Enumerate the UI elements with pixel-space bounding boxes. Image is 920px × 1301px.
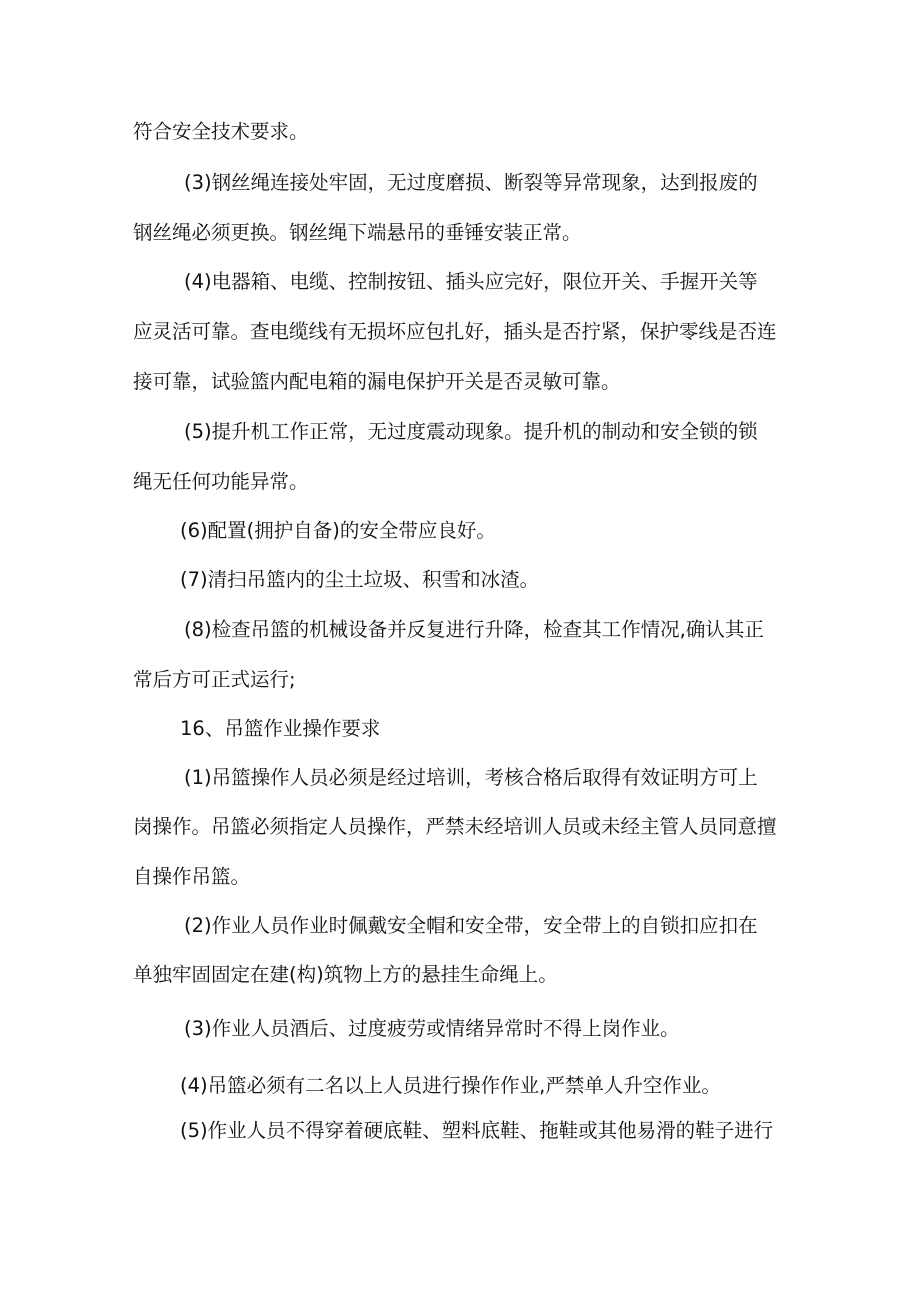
text-line: (6)配置(拥护自备)的安全带应良好。 <box>180 519 496 542</box>
text-line: (5)作业人员不得穿着硬底鞋、塑料底鞋、拖鞋或其他易滑的鞋子进行 <box>180 1119 774 1142</box>
text-line: 应灵活可靠。查电缆线有无损坏应包扎好，插头是否拧紧，保护零线是否连 <box>133 320 777 343</box>
text-line: (3)作业人员酒后、过度疲劳或情绪异常时不得上岗作业。 <box>184 1017 680 1040</box>
text-line: 接可靠，试验篮内配电箱的漏电保护开关是否灵敏可靠。 <box>133 370 621 393</box>
text-line: 绳无任何功能异常。 <box>133 470 309 493</box>
text-line: 自操作吊篮。 <box>133 865 251 888</box>
section-heading: 16、吊篮作业操作要求 <box>180 717 381 740</box>
text-line: 常后方可正式运行; <box>133 668 296 691</box>
text-line: 岗操作。吊篮必须指定人员操作，严禁未经培训人员或未经主管人员同意擅 <box>133 815 777 838</box>
text-line: (4)电器箱、电缆、控制按钮、插头应完好，限位开关、手握开关等 <box>184 270 758 293</box>
text-line: (8)检查吊篮的机械设备并反复进行升降，检查其工作情况,确认其正 <box>184 618 764 641</box>
text-line: (5)提升机工作正常，无过度震动现象。提升机的制动和安全锁的锁 <box>184 420 758 443</box>
text-line: 钢丝绳必须更换。钢丝绳下端悬吊的垂锤安装正常。 <box>133 221 582 244</box>
text-line: (7)清扫吊篮内的尘土垃圾、积雪和冰渣。 <box>180 568 540 591</box>
text-line: 单独牢固固定在建(构)筑物上方的悬挂生命绳上。 <box>133 963 558 986</box>
text-line: 符合安全技术要求。 <box>133 120 309 143</box>
text-line: (1)吊篮操作人员必须是经过培训，考核合格后取得有效证明方可上 <box>184 766 758 789</box>
text-line: (2)作业人员作业时佩戴安全帽和安全带，安全带上的自锁扣应扣在 <box>184 914 758 937</box>
text-line: (3)钢丝绳连接处牢固，无过度磨损、断裂等异常现象，达到报废的 <box>184 171 758 194</box>
text-line: (4)吊篮必须有二名以上人员进行操作作业,严禁单人升空作业。 <box>180 1074 721 1097</box>
